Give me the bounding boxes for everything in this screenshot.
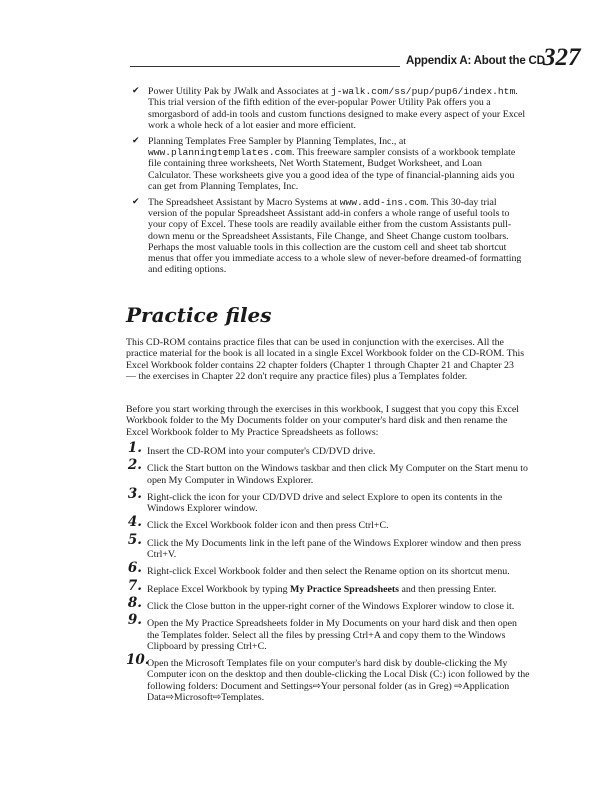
step-item <box>126 457 531 486</box>
step-item <box>126 514 531 532</box>
paragraph: Before you start working through the exercises in this workbook, I suggest that you copy this Excel Workbook folder to the My Documents folder on your computer's hard disk and then rename the Excel Workbook folder to My Practice Spreadsheets as follows: <box>126 404 520 438</box>
step-number: 9. <box>127 612 142 629</box>
step-number: 6. <box>127 560 142 577</box>
typed-text: My Practice Spreadsheets <box>290 583 399 595</box>
step-number: 4. <box>127 514 142 531</box>
numbered-steps <box>126 440 531 709</box>
step-number: 1. <box>127 440 142 456</box>
bullet-text: . This trial version of the fifth edition of the ever-popular Power Utility Pak offers you a smorgasbord of add-in tools and custom functions designed to make every aspect of your Excel work a whole heck of a lot easier and more efficient. <box>148 86 526 131</box>
step-text: Right-click Excel Workbook folder and then select the Rename option on its shortcut menu. <box>147 566 510 578</box>
step-text: Click the My Documents link in the left pane of the Windows Explorer window and then press Ctrl+V. <box>147 537 522 561</box>
running-header: Appendix A: About the CD <box>406 55 545 67</box>
bullet-text: Planning Templates Free Sampler by Planning Templates, Inc., at <box>148 135 406 147</box>
step-number: 5. <box>127 531 142 548</box>
bullet-item <box>132 86 527 131</box>
check-bullet-icon: ✔ <box>132 135 140 146</box>
step-text: Click the Close button in the upper-right corner of the Windows Explorer window to close it. <box>147 600 515 612</box>
bullet-text: Power Utility Pak by JWalk and Associates at <box>148 86 331 97</box>
step-text: Insert the CD-ROM into your computer's CD/DVD drive. <box>147 446 376 457</box>
step-number: 2. <box>127 457 142 474</box>
url-text: j-walk.com/ss/pup/pup6/index.htm <box>330 86 516 97</box>
step-text: and then pressing Enter. <box>398 583 497 595</box>
step-number: 7. <box>127 577 142 594</box>
step-number: 8. <box>127 594 142 611</box>
url-text: www.add-ins.com <box>339 196 427 208</box>
page-number: 327 <box>543 44 581 71</box>
bullet-item <box>132 197 527 276</box>
step-item <box>126 612 531 652</box>
step-text: Open the Microsoft Templates file on your computer's hard disk by double-clicking the My Computer icon on the desktop and then double-clicking the Local Disk (C:) icon followed by the following folders: Document and Settings⇨Your personal folder (as in Greg) ⇨Application Data⇨Microsoft⇨Templates. <box>147 658 530 704</box>
step-text: Click the Start button on the Windows taskbar and then click My Computer on the Start menu to open My Computer in Windows Explorer. <box>147 463 528 486</box>
step-number: 3. <box>127 485 142 502</box>
url-text: www.planningtemplates.com <box>148 146 292 158</box>
step-text: Open the My Practice Spreadsheets folder in My Documents on your hard disk and then open the Templates folder. Select all the files by pressing Ctrl+A and copy them to the Windows Clipboard by pressing Ctrl+C. <box>147 618 517 652</box>
check-bullet-icon: ✔ <box>132 196 140 207</box>
step-item <box>126 485 531 515</box>
header-rule <box>130 66 400 67</box>
paragraph: This CD-ROM contains practice files that can be used in conjunction with the exercises. All the practice material for the book is all located in a single Excel Workbook folder on the CD-ROM. This Excel Workbook folder contains 22 chapter folders (Chapter 1 through Chapter 21 and Chapter 23 — the exercises in Chapter 22 don't require any practice files) plus a Templates folder. <box>126 337 525 382</box>
step-text: Right-click the icon for your CD/DVD drive and select Explore to open its contents in the Windows Explorer window. <box>147 491 503 515</box>
bullet-text: . This 30-day trial version of the popular Spreadsheet Assistant add-in confers a whole range of useful tools to your copy of Excel. These tools are readily available either from the custom Assistants pull-down menu or the Spreadsheet Assistants, File Change, and Sheet Change custom toolbars. Perhaps the most valuable tools in this collection are the custom cell and sheet tab shortcut menus that offer you immediate access to a whole slew of never-before dreamed-of formatting and editing options. <box>148 196 522 276</box>
bullet-text: . This freeware sampler consists of a workbook template file containing three worksheets, Net Worth Statement, Budget Worksheet, and Loan Calculator. These worksheets give you a good idea of the type of financial-planning aids you can get from Planning Templates, Inc. <box>148 146 516 192</box>
bullet-list <box>132 86 527 280</box>
step-item <box>126 560 531 578</box>
step-item <box>126 440 531 457</box>
bullet-text: The Spreadsheet Assistant by Macro Systems at <box>148 196 340 208</box>
step-item <box>126 652 531 704</box>
section-heading: Practice files <box>126 303 272 327</box>
step-item <box>126 531 531 561</box>
step-text: Click the Excel Workbook folder icon and then press Ctrl+C. <box>147 520 389 532</box>
bullet-item <box>132 136 527 192</box>
step-item <box>126 594 531 612</box>
step-text: Replace Excel Workbook by typing <box>147 583 290 595</box>
step-number: 10. <box>126 652 150 669</box>
check-bullet-icon: ✔ <box>132 86 140 96</box>
step-item <box>126 577 531 595</box>
